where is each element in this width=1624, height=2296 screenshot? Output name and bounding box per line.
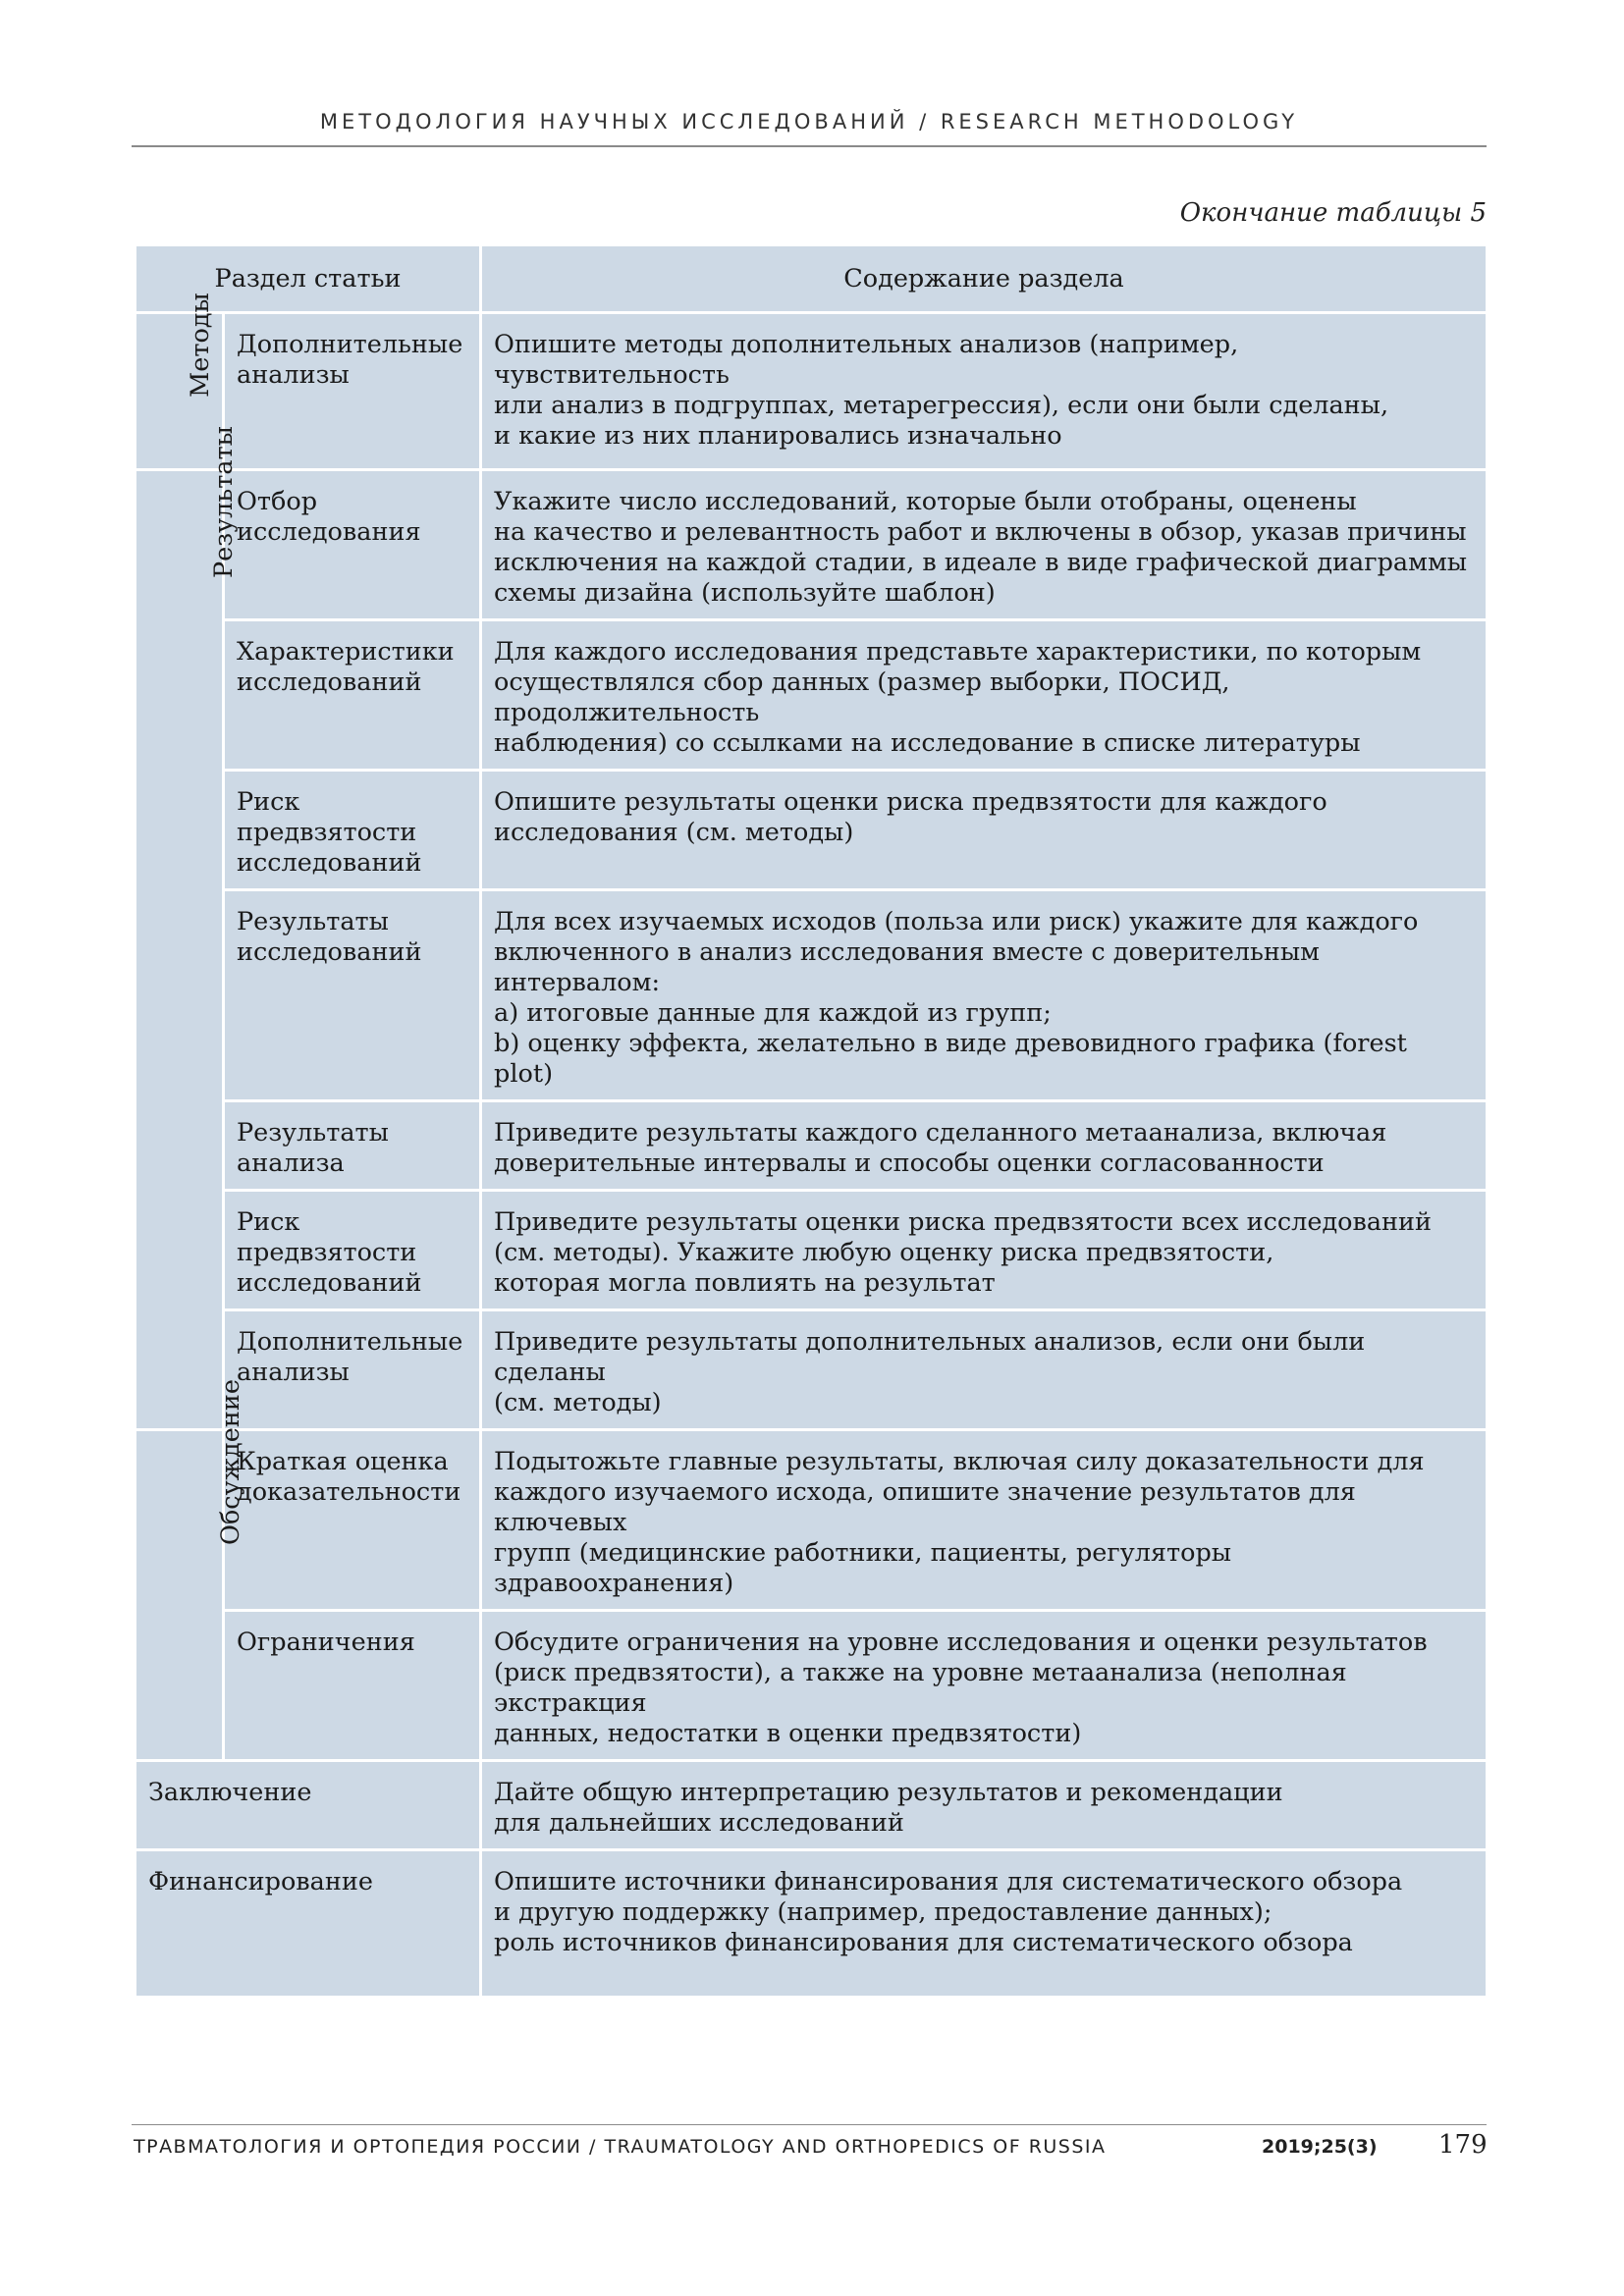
row-label: Дополнительные анализы: [224, 313, 481, 470]
table-header-row: [135, 245, 1488, 313]
table-row: [135, 1191, 1488, 1310]
row-content: Опишите методы дополнительных анализов (например, чувствительность или анализ в подгруппах, метарегрессия), если они были сделаны, и какие из них планировались изначально: [481, 313, 1488, 470]
table-row: [135, 1101, 1488, 1191]
table-row: [135, 1611, 1488, 1761]
table-row: [135, 890, 1488, 1101]
table-row: [135, 313, 1488, 470]
row-content: Подытожьте главные результаты, включая силу доказательности для каждого изучаемого исхода, опишите значение результатов для ключевых групп (медицинские работники, пациенты, регуляторы здравоохранения): [481, 1430, 1488, 1611]
row-content: Опишите результаты оценки риска предвзятости для каждого исследования (см. методы): [481, 771, 1488, 890]
row-content: Дайте общую интерпретацию результатов и рекомендации для дальнейших исследований: [481, 1761, 1488, 1850]
table-row: [135, 1310, 1488, 1430]
row-label: Финансирование: [135, 1850, 481, 1998]
table-row: [135, 1850, 1488, 1998]
row-content: Для каждого исследования представьте характеристики, по которым осуществлялся сбор данных (размер выборки, ПОСИД, продолжительность наблюдения) со ссылками на исследование в списке литературы: [481, 620, 1488, 771]
row-label: Результаты анализа: [224, 1101, 481, 1191]
table-row: [135, 620, 1488, 771]
row-content: Укажите число исследований, которые были отобраны, оценены на качество и релевантность работ и включены в обзор, указав причины исключения на каждой стадии, в идеале в виде графической диаграммы схемы дизайна (используйте шаблон): [481, 470, 1488, 620]
sections-table: [134, 243, 1489, 1999]
row-label: Риск предвзятости исследований: [224, 771, 481, 890]
group-text: Методы: [185, 293, 215, 398]
row-label: Отбор исследования: [224, 470, 481, 620]
header-rule: [132, 145, 1487, 147]
table-row: [135, 1761, 1488, 1850]
column-header-section: Раздел статьи: [135, 245, 481, 313]
footer-journal: ТРАВМАТОЛОГИЯ И ОРТОПЕДИЯ РОССИИ / TRAUMATOLOGY AND ORTHOPEDICS OF RUSSIA: [134, 2136, 1107, 2158]
table-row: [135, 771, 1488, 890]
footer-issue: 2019;25(3): [1262, 2136, 1378, 2158]
row-content: Для всех изучаемых исходов (польза или риск) укажите для каждого включенного в анализ исследования вместе с доверительным интервалом: a) итоговые данные для каждой из групп; b) оценку эффекта, желательно в виде древовидного графика (forest plot): [481, 890, 1488, 1101]
row-content: Опишите источники финансирования для систематического обзора и другую поддержку (например, предоставление данных); роль источников финансирования для систематического обзора: [481, 1850, 1488, 1998]
page-number: 179: [1438, 2130, 1488, 2160]
row-label: Риск предвзятости исследований: [224, 1191, 481, 1310]
row-label: Дополнительные анализы: [224, 1310, 481, 1430]
row-content: Обсудите ограничения на уровне исследования и оценки результатов (риск предвзятости), а также на уровне метаанализа (неполная экстракция данных, недостатки в оценки предвзятости): [481, 1611, 1488, 1761]
group-label-discussion: [135, 1379, 245, 1761]
row-label: Заключение: [135, 1761, 481, 1850]
group-label-results: [135, 426, 239, 1430]
row-label: Характеристики исследований: [224, 620, 481, 771]
row-content: Приведите результаты дополнительных анализов, если они были сделаны (см. методы): [481, 1310, 1488, 1430]
row-content: Приведите результаты каждого сделанного метаанализа, включая доверительные интервалы и способы оценки согласованности: [481, 1101, 1488, 1191]
row-label: Краткая оценка доказательности: [224, 1430, 481, 1611]
row-content: Приведите результаты оценки риска предвзятости всех исследований (см. методы). Укажите любую оценку риска предвзятости, которая могла повлиять на результат: [481, 1191, 1488, 1310]
group-text: Результаты: [208, 426, 239, 578]
table-row: [135, 1430, 1488, 1611]
column-header-content: Содержание раздела: [481, 245, 1488, 313]
running-head: МЕТОДОЛОГИЯ НАУЧНЫХ ИССЛЕДОВАНИЙ / RESEARCH METHODOLOGY: [319, 110, 1299, 133]
footer-rule: [132, 2124, 1487, 2125]
table-row: [135, 470, 1488, 620]
row-label: Результаты исследований: [224, 890, 481, 1101]
row-label: Ограничения: [224, 1611, 481, 1761]
table-caption: Окончание таблицы 5: [1179, 198, 1487, 228]
group-text: Обсуждение: [215, 1379, 245, 1545]
